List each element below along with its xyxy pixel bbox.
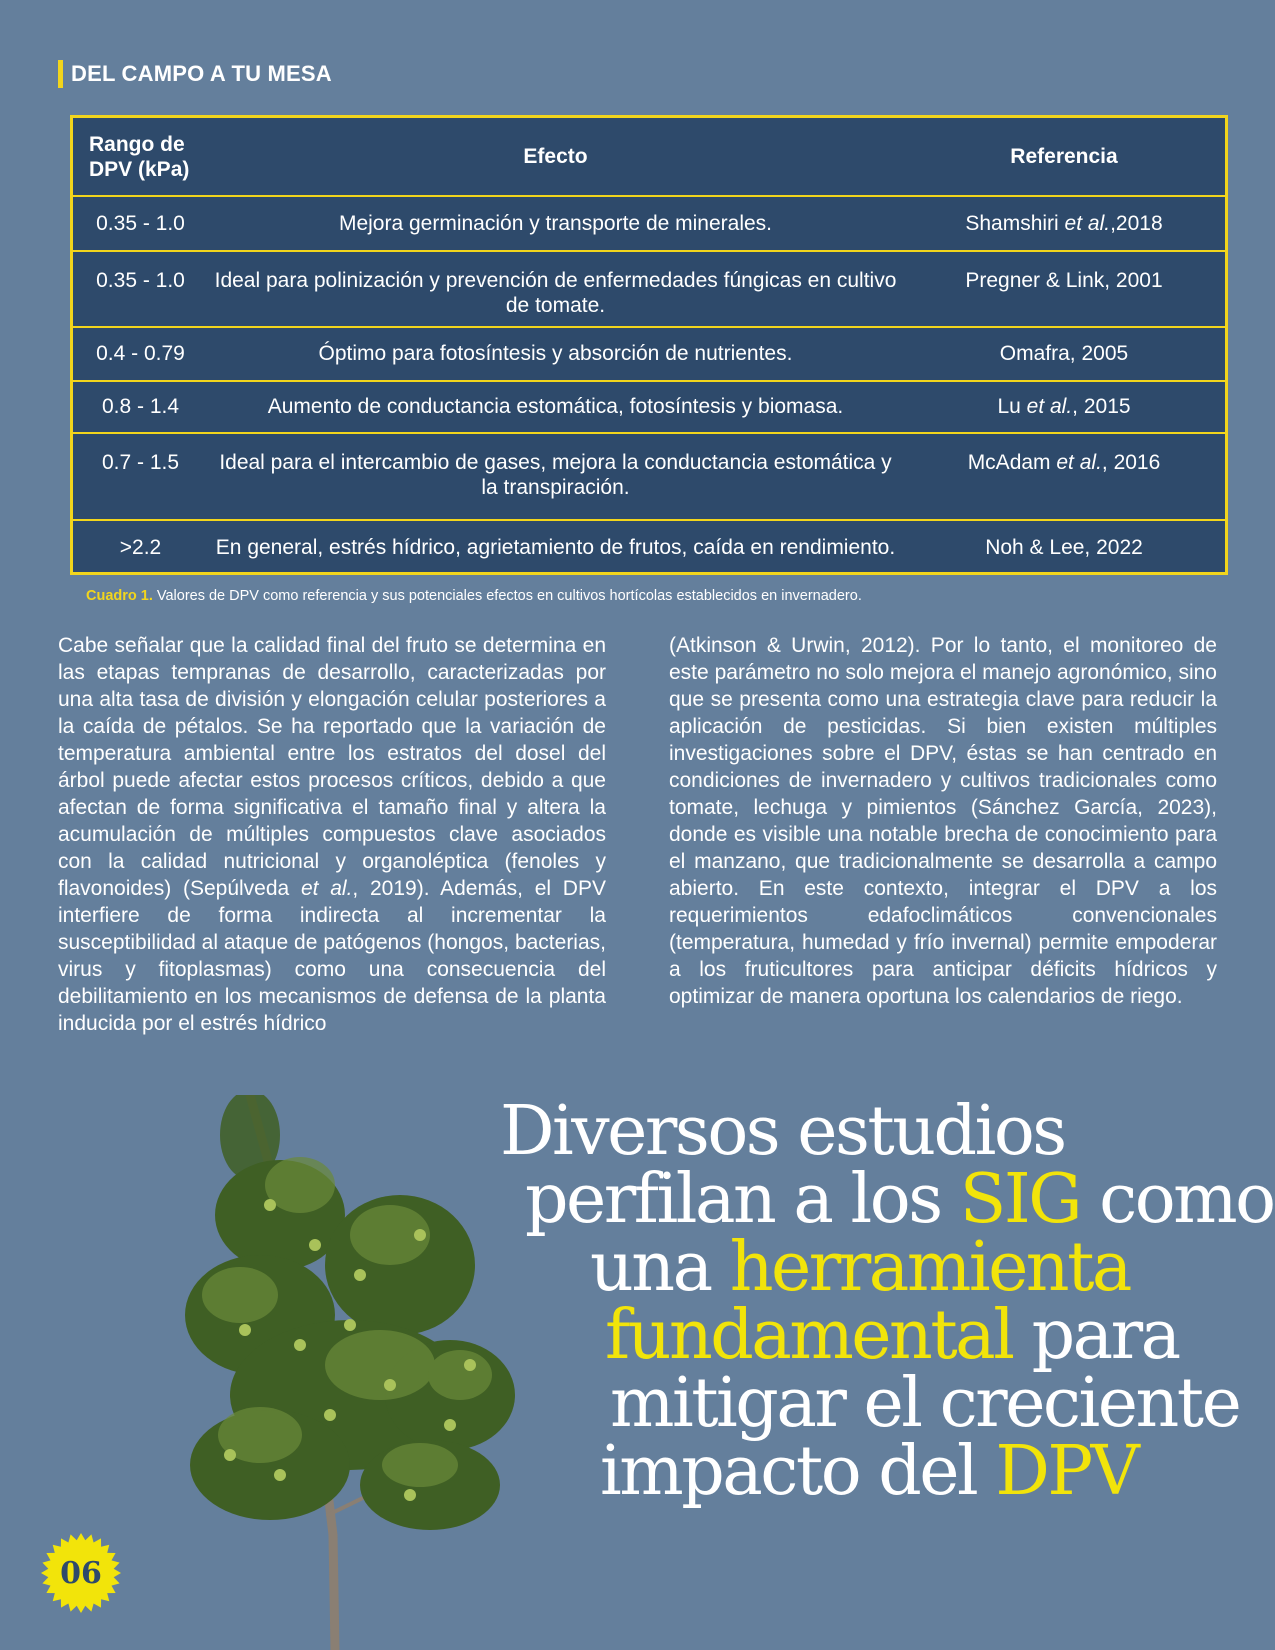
table-row <box>73 251 1225 327</box>
header-range: Rango de DPV (kPa) <box>89 132 190 181</box>
caption-text: Valores de DPV como referencia y sus potenciales efectos en cultivos hortícolas establecidos en invernadero. <box>156 588 862 604</box>
body-column-right: (Atkinson & Urwin, 2012). Por lo tanto, el monitoreo de este parámetro no solo mejora el manejo agronómico, sino que se presenta como una estrategia clave para reducir la aplicación de pesticidas. Si bien existen múltiples investigaciones sobre el DPV, éstas se han centrado en condiciones de invernadero y cultivos tradicionales como tomate, lechuga y pimientos (Sánchez García, 2023), donde es visible una notable brecha de conocimiento para el manzano, que tradicionalmente se desarrolla a campo abierto. En este contexto, integrar el DPV a los requerimientos edafoclimáticos convencionales (temperatura, humedad y frío invernal) permite empoderar a los fruticultores para anticipar déficits hídricos y optimizar de manera oportuna los calendarios de riego. <box>669 634 1217 1008</box>
pull-quote-line: perfilan a los SIG como <box>525 1160 1274 1239</box>
pull-quote-line: fundamental para <box>605 1296 1179 1375</box>
table-row <box>73 196 1225 251</box>
cell-effect: Óptimo para fotosíntesis y absorción de nutrientes. <box>318 342 793 365</box>
cell-range: 0.4 - 0.79 <box>96 342 185 365</box>
cell-range: 0.35 - 1.0 <box>96 211 185 235</box>
pull-quote-line: Diversos estudios <box>500 1092 1065 1171</box>
cell-effect: Ideal para el intercambio de gases, mejora la conductancia estomática y la transpiración. <box>219 451 892 499</box>
cell-reference: McAdam et al., 2016 <box>967 451 1161 474</box>
cell-range: 0.7 - 1.5 <box>101 451 180 474</box>
cell-reference: Lu et al., 2015 <box>997 395 1131 418</box>
cell-reference: Omafra, 2005 <box>999 342 1129 365</box>
table-caption <box>86 588 862 604</box>
pull-quote-line: impacto del DPV <box>600 1432 1138 1511</box>
pull-quote-line: mitigar el creciente <box>610 1364 1240 1443</box>
section-title: DEL CAMPO A TU MESA <box>58 60 332 88</box>
dpv-table <box>70 115 1228 575</box>
cell-effect: Aumento de conductancia estomática, fotosíntesis y biomasa. <box>267 395 844 418</box>
cell-reference: Noh & Lee, 2022 <box>985 536 1143 559</box>
cell-effect: Mejora germinación y transporte de minerales. <box>338 211 773 235</box>
cell-reference: Shamshiri et al.,2018 <box>965 211 1163 235</box>
page-number: 06 <box>60 1555 102 1591</box>
table-row <box>73 381 1225 433</box>
table-header-row <box>73 118 1225 196</box>
table-row <box>73 433 1225 520</box>
header-reference: Referencia <box>1010 145 1118 168</box>
cell-range: 0.8 - 1.4 <box>101 395 180 418</box>
page-number-badge <box>40 1532 122 1614</box>
header-effect: Efecto <box>523 145 588 168</box>
pull-quote <box>470 1092 1274 1511</box>
caption-label: Cuadro 1. <box>86 588 153 604</box>
cell-effect: Ideal para polinización y prevención de enfermedades fúngicas en cultivo de tomate. <box>214 269 897 317</box>
table-row <box>73 327 1225 381</box>
cell-range: >2.2 <box>119 536 162 559</box>
cell-range: 0.35 - 1.0 <box>96 269 185 292</box>
cell-reference: Pregner & Link, 2001 <box>965 269 1163 292</box>
pull-quote-line: una herramienta <box>590 1228 1130 1307</box>
cell-effect: En general, estrés hídrico, agrietamiento de frutos, caída en rendimiento. <box>215 536 896 559</box>
body-column-left: Cabe señalar que la calidad final del fruto se determina en las etapas tempranas de desarrollo, caracterizadas por una alta tasa de división y elongación celular posteriores a la caída de pétalos. Se ha reportado que la variación de temperatura ambiental entre los estratos del dosel del árbol puede afectar estos procesos críticos, debido a que afectan de forma significativa el tamaño final y altera la acumulación de múltiples compuestos clave asociados con la calidad nutricional y organoléptica (fenoles y flavonoides) (Sepúlveda et al., 2019). Además, el DPV interfiere de forma indirecta al incrementar la susceptibilidad al ataque de patógenos (hongos, bacterias, virus y fitoplasmas) como una consecuencia del debilitamiento en los mecanismos de defensa de la planta inducida por el estrés hídrico <box>58 634 606 1035</box>
table-row <box>73 520 1225 575</box>
